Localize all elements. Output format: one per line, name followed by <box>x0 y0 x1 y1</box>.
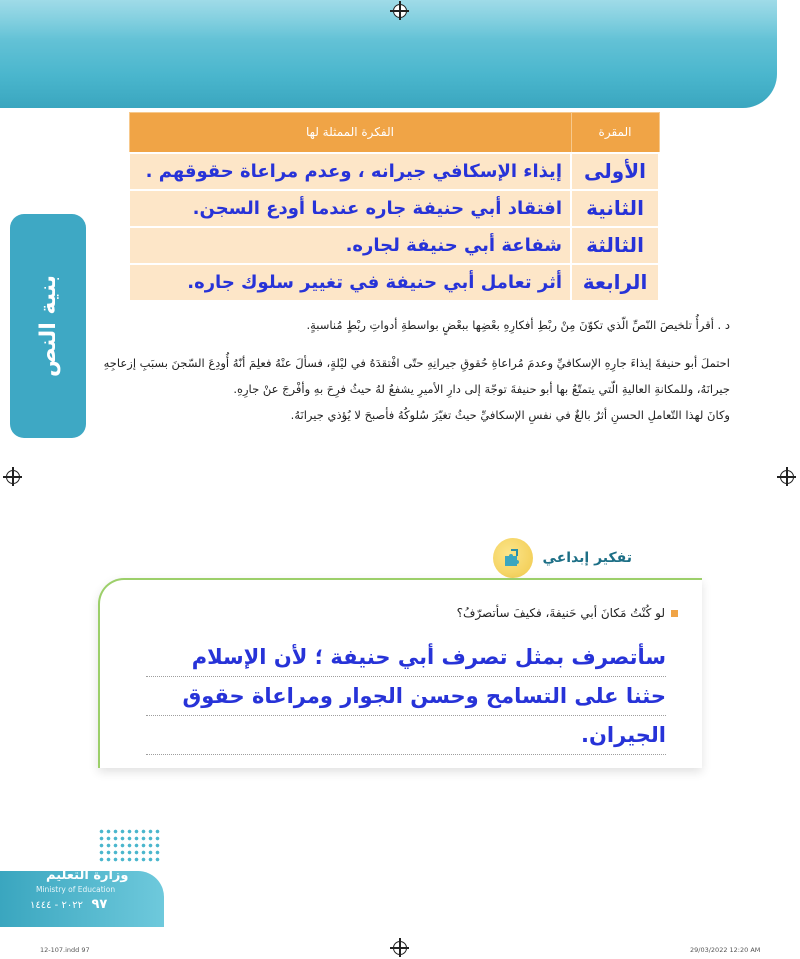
section-side-tab-label: بنية النص <box>35 274 61 378</box>
top-decorative-band <box>0 0 777 108</box>
print-slug-file: 12-107.indd 97 <box>40 946 90 954</box>
header-idea: الفكرة الممثلة لها <box>129 113 571 153</box>
creative-thinking-header <box>493 541 632 575</box>
registration-mark-icon <box>393 4 407 18</box>
summary-text <box>88 350 730 428</box>
puzzle-icon <box>493 538 533 578</box>
creative-question-text: لو كُنْتُ مَكانَ أبي حَنيفةَ، فكيفَ سأتصرّفُ؟ <box>456 606 665 620</box>
paragraph-label: الرابعة <box>571 264 659 301</box>
header-paragraph: المقرة <box>571 113 659 153</box>
table-row <box>129 264 659 301</box>
creative-thinking-title: تفكير إبداعي <box>542 550 632 566</box>
answer-lines[interactable] <box>146 638 666 755</box>
academic-year: ٢٠٢٢ - ١٤٤٤ <box>30 900 83 911</box>
ministry-name-english: Ministry of Education <box>36 885 116 894</box>
paragraph-label: الأولى <box>571 153 659 190</box>
section-side-tab <box>10 214 86 438</box>
page-number <box>30 897 107 912</box>
answer-line[interactable]: سأتصرف بمثل تصرف أبي حنيفة ؛ لأن الإسلام <box>146 638 666 677</box>
page-number-value: ٩٧ <box>91 897 108 912</box>
registration-mark-icon <box>6 470 20 484</box>
summary-paragraph: احتملَ أبو حنيفةَ إيذاءَ جارِهِ الإسكافيِّ وعدمَ مُراعاةِ حُقوقِ جيرانِهِ حتّى افْتقدَهُ في ليْلةٍ، فسألَ عنْهُ فعلِمَ أنّهُ أُودِعَ السّجنَ بسبَبِ إزعاجِهِ جيرانَهُ، وللمكانةِ العاليةِ الّتي يتمتّعُ بها أبو حنيفةَ توجّهَ إلى دارِ الأميرِ يشفعُ لهُ حيثُ فرِحَ بهِ وأفْرجَ عنْ جارِهِ. <box>103 356 730 396</box>
registration-mark-icon <box>780 470 794 484</box>
paragraph-idea[interactable]: إيذاء الإسكافي جيرانه ، وعدم مراعاة حقوقهم . <box>129 153 571 190</box>
creative-answer-box <box>98 578 702 768</box>
paragraph-idea[interactable]: افتقاد أبي حنيفة جاره عندما أودع السجن. <box>129 190 571 227</box>
table-row <box>129 227 659 264</box>
table-header-row <box>129 113 659 153</box>
instruction-text: د . أقرأُ تلخيصَ النّصِّ الّذي تكوّنَ مِنْ ربْطِ أفكارِهِ بعْضِها ببعْضٍ بواسطةِ أدواتِ ربْطٍ مُناسبةٍ. <box>306 318 730 332</box>
ministry-name-arabic: وزارة التعليم <box>46 868 129 883</box>
paragraph-label: الثالثة <box>571 227 659 264</box>
table-row <box>129 190 659 227</box>
paragraph-idea[interactable]: أثر تعامل أبي حنيفة في تغيير سلوك جاره. <box>129 264 571 301</box>
square-bullet-icon <box>671 610 678 617</box>
ministry-logo-icon <box>98 828 162 862</box>
registration-mark-icon <box>393 941 407 955</box>
summary-paragraph: وكانَ لهذا التّعاملِ الحسنِ أثرٌ بالغٌ في نفسِ الإسكافيِّ حيثُ تغيّرَ سُلوكُهُ فأصبحَ لا يُؤذي جيرانَهُ. <box>290 408 730 422</box>
print-slug-date: 29/03/2022 12:20 AM <box>690 946 761 954</box>
answer-line[interactable]: الجيران. <box>146 716 666 755</box>
paragraph-label: الثانية <box>571 190 659 227</box>
table-row <box>129 153 659 190</box>
paragraph-idea[interactable]: شفاعة أبي حنيفة لجاره. <box>129 227 571 264</box>
creative-question <box>457 606 678 620</box>
ideas-table <box>128 112 660 302</box>
answer-line[interactable]: حثنا على التسامح وحسن الجوار ومراعاة حقوق <box>146 677 666 716</box>
